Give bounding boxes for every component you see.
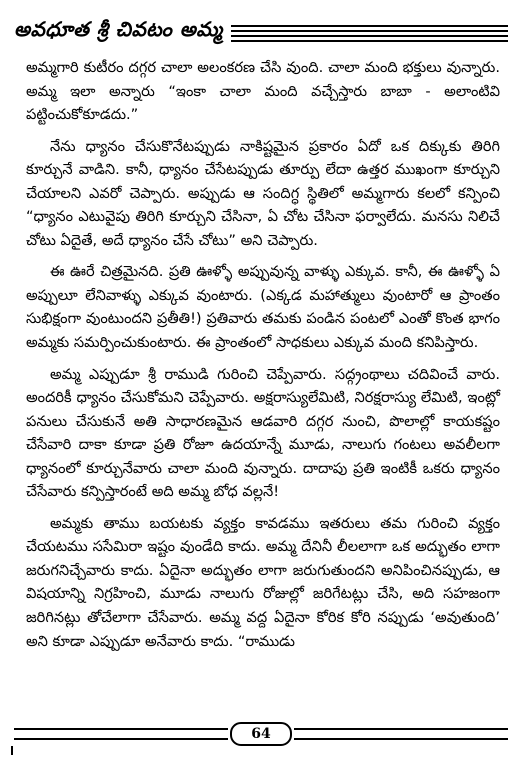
- footer-rule-left: [14, 728, 228, 740]
- running-header: [14, 10, 508, 52]
- paragraph: నేను ధ్యానం చేసుకొనేటప్పుడు నాకిష్టమైన ప్రకారం ఏదో ఒక దిక్కుకు తిరిగి కూర్చునే వాడిని. కానీ, ధ్యానం చేసేటప్పుడు తూర్పు లేదా ఉత్తర ముఖంగా కూర్చుని చేయాలని ఎవరో చెప్పారు. అప్పుడు ఆ సందిగ్ధ స్థితిలో అమ్మగారు కలలో కన్పించి “ధ్యానం ఎటువైపు తిరిగి కూర్చుని చేసినా, ఏ చోట చేసినా ఫర్వాలేదు. మనసు నిలిచే చోటు ఏదైతే, అదే ధ్యానం చేసే చోటు” అని చెప్పారు.: [26, 137, 500, 249]
- header-rule-lines: [231, 25, 508, 43]
- paragraph: అమ్మకు తాము బయటకు వ్యక్తం కావడము ఇతరులు తమ గురించి వ్యక్తం చేయటము ససేమిరా ఇష్టం వుండేది కాదు. అమ్మ దేనినీ లీలలాగా ఒక అద్భుతం లాగా జరుగనిచ్చేవారు కాదు. ఏదైనా అద్భుతం లాగా జరుగుతుందని అనిపించినప్పుడు, ఆ విషయాన్ని నిగ్రహించి, మూడు నాలుగు రోజుల్లో జరిగేటట్లు చేసి, అది సహజంగా జరిగినట్లు తోచేలాగా చేసేవారు. అమ్మ వద్ద ఏదైనా కోరిక కోరి నప్పుడు ‘అవుతుంది’ అని కూడా ఎప్పుడూ అనేవారు కాదు. “రాముడు: [26, 514, 500, 650]
- header-title: అవధూత శ్రీ చివటం అమ్మ: [14, 16, 223, 41]
- page-footer: [14, 723, 508, 745]
- footer-rule-right: [294, 728, 508, 740]
- scan-mark: [11, 746, 13, 755]
- paragraph: ఈ ఊరే చిత్రమైనది. ప్రతి ఊళ్ళో అప్పువున్న వాళ్ళు ఎక్కువ. కానీ, ఈ ఊళ్ళో ఏ అప్పులూ లేనివాళ్ళు ఎక్కువ వుంటారు. (ఎక్కడ మహాత్ములు వుంటారో ఆ ప్రాంతం సుభిక్షంగా వుంటుందని ప్రతీతి!) ప్రతివారు తమకు పండిన పంటలో ఎంతో కొంత భాగం అమ్మకు సమర్పించుకుంటారు. ఈ ప్రాంతంలో సాధకులు ఎక్కువ మంది కనిపిస్తారు.: [26, 263, 500, 352]
- paragraph: అమ్మ ఎప్పుడూ శ్రీ రాముడి గురించి చెప్పేవారు. సద్గ్రంథాలు చదివించే వారు. అందరికీ ధ్యానం చేసుకోమని చెప్పేవారు. అక్షరాస్యులేమిటి, నిరక్షరాస్యు లేమిటి, ఇంట్లో పనులు చేసుకునే అతి సాధారణమైన ఆడవారి దగ్గర నుంచి, పొలాల్లో కాయకష్టం చేసేవారి దాకా కూడా ప్రతి రోజూ ఉదయాన్నే మూడు, నాలుగు గంటలు అవలీలగా ధ్యానంలో కూర్చునేవారు చాలా మంది వున్నారు. దాదాపు ప్రతి ఇంటికీ ఒకరు ధ్యానం చేసేవారు కన్పిస్తారంటే అది అమ్మ బోధ వల్లనే!: [26, 365, 500, 501]
- page-number: 64: [230, 722, 292, 746]
- page-body: [26, 56, 500, 661]
- paragraph: అమ్మగారి కుటీరం దగ్గర చాలా అలంకరణ చేసి వుంది. చాలా మంది భక్తులు వున్నారు. అమ్మ ఇలా అన్నారు “ఇంకా చాలా మంది వచ్చేస్తారు బాబా - అలాంటివి పట్టించుకోకూడదు.”: [26, 59, 500, 124]
